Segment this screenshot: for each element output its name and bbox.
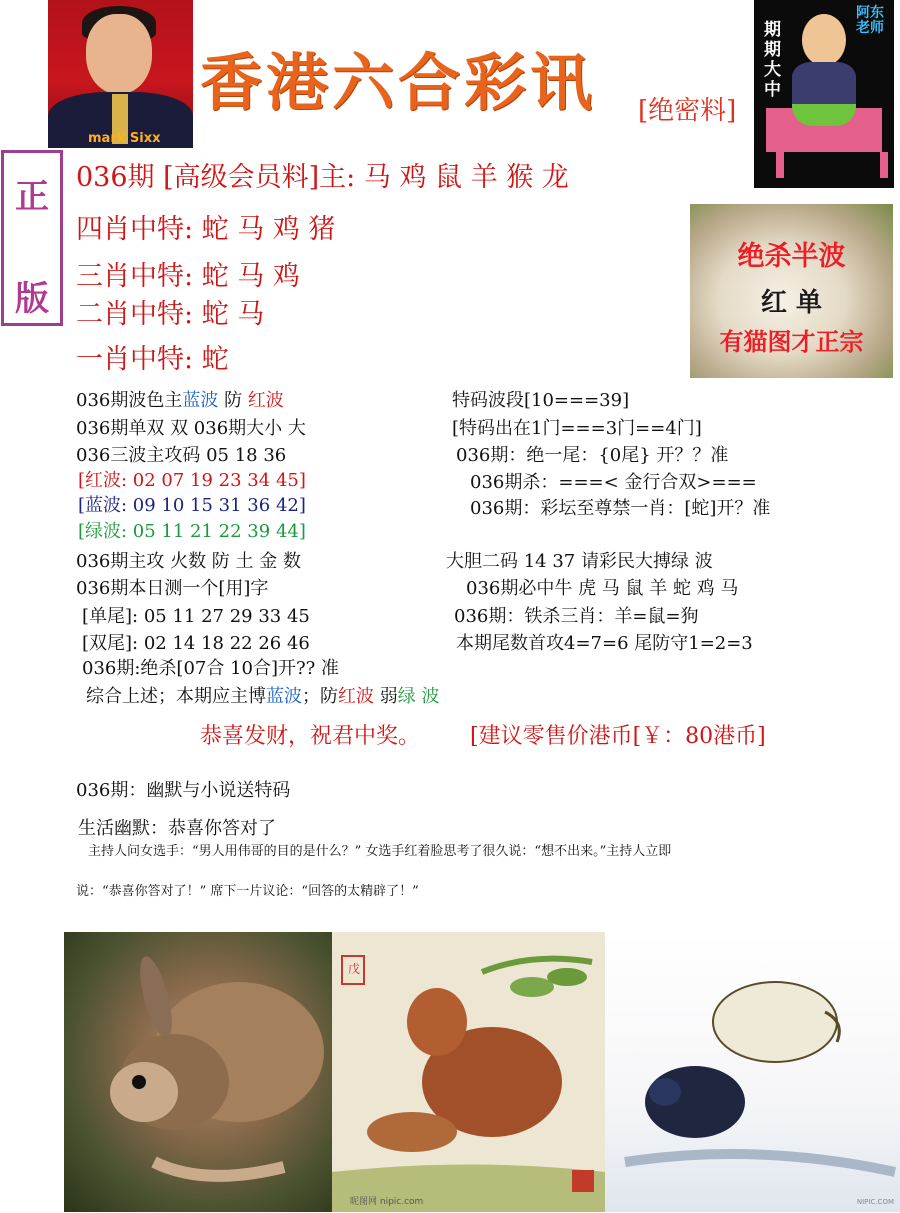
summary-green: 绿 波 (397, 686, 440, 707)
must-line: 036期必中牛 虎 马 鼠 羊 蛇 鸡 马 (466, 578, 739, 599)
summary-line (86, 688, 439, 706)
green-wave-line: [绿波: 05 11 21 22 39 44] (78, 521, 306, 542)
cartoon-text-right: 阿东老师 (856, 5, 884, 36)
wave-main: 蓝波 (182, 390, 219, 411)
authentic-badge (1, 150, 63, 326)
banner-line-1: 绝杀半波 (737, 241, 846, 272)
summary-weak: 弱 (374, 686, 398, 707)
summary-prefix: 综合上述；本期应主博 (86, 686, 266, 707)
door-line: [特码出在1门===3门==4门] (452, 418, 702, 439)
title-suffix: [绝密料] (638, 96, 737, 126)
portrait-photo (48, 0, 193, 148)
cartoon-image (754, 0, 894, 188)
banner-line-2: 红 单 (760, 288, 823, 318)
single-double-line: 036期单双 双 036期大小 大 (76, 418, 306, 439)
caption-right: NIPIC.COM (856, 1198, 894, 1206)
segment-line: 特码波段[10===39] (452, 390, 630, 411)
tail-line: 036期：绝一尾：{0尾} 开？？准 (456, 445, 729, 466)
summary-mid: ；防 (302, 686, 338, 707)
tail-attack-line: 本期尾数首攻4=7=6 尾防守1=2=3 (456, 633, 753, 654)
wave-mid: 防 (218, 390, 248, 411)
stamp-left: 戊 (348, 962, 361, 976)
humor-title: 生活幽默：恭喜你答对了 (78, 818, 276, 839)
single-tail-line: [单尾]: 05 11 27 29 33 45 (82, 606, 310, 627)
red-wave-line: [红波: 02 07 19 23 34 45] (78, 470, 306, 491)
main-line-4: 一肖中特: 蛇 (76, 344, 229, 375)
page-title: 香港六合彩讯 (200, 46, 597, 119)
caption-mid: 昵图网 nipic.com (350, 1197, 424, 1207)
three-wave-line: 036三波主攻码 05 18 36 (76, 445, 287, 466)
humor-para-2: 说：“恭喜你答对了！” 席下一片议论：“回答的太精辟了！” (76, 884, 419, 899)
kill-three-line: 036期：铁杀三肖：羊=鼠=狗 (454, 606, 699, 627)
wave-guard: 红波 (247, 390, 284, 411)
main-line-0: 036期 [高级会员料]主: 马 鸡 鼠 羊 猴 龙 (76, 162, 569, 193)
dog-painting (332, 932, 605, 1212)
badge-char-2: 版 (15, 279, 49, 319)
summary-red: 红波 (338, 686, 374, 707)
badge-char-1: 正 (15, 177, 49, 217)
two-codes-line: 大胆二码 14 37 请彩民大搏绿 波 (446, 551, 713, 572)
main-line-3: 二肖中特: 蛇 马 (76, 299, 265, 330)
pig-painting (605, 932, 900, 1212)
forbid-line: 036期：彩坛至尊禁一肖：[蛇]开？准 (470, 498, 771, 519)
banner-line-3: 有猫图才正宗 (719, 327, 864, 356)
main-line-2: 三肖中特: 蛇 马 鸡 (76, 261, 300, 292)
humor-para-1: 主持人问女选手：“男人用伟哥的目的是什么？” 女选手红着脸思考了很久说：“想不出来。”主持人立即 (88, 844, 672, 859)
wave-color-line (76, 392, 284, 410)
main-line-1: 四肖中特: 蛇 马 鸡 猪 (76, 214, 336, 245)
cartoon-text-left: 期期大中 (764, 20, 781, 100)
humor-heading: 036期：幽默与小说送特码 (76, 780, 291, 801)
congrats-text: 恭喜发财，祝君中奖。 (200, 724, 421, 749)
price-text: [建议零售价港币[￥：80港币] (470, 724, 766, 749)
char-line: 036期本日测一个[用]字 (76, 578, 269, 599)
rabbit-photo (64, 932, 332, 1212)
wave-prefix: 036期波色主 (76, 390, 183, 411)
portrait-tag: mark Sixx (88, 131, 161, 146)
kill-line: 036期:绝杀[07合 10合]开?? 准 (82, 658, 340, 679)
summary-blue: 蓝波 (266, 686, 302, 707)
blue-wave-line: [蓝波: 09 10 15 31 36 42] (78, 495, 306, 516)
cat-image-banner (690, 204, 893, 378)
double-tail-line: [双尾]: 02 14 18 22 26 46 (82, 633, 310, 654)
element-line: 036期主攻 火数 防 土 金 数 (76, 551, 301, 572)
kill-combo-line: 036期杀：===< 金行合双>=== (470, 472, 757, 493)
